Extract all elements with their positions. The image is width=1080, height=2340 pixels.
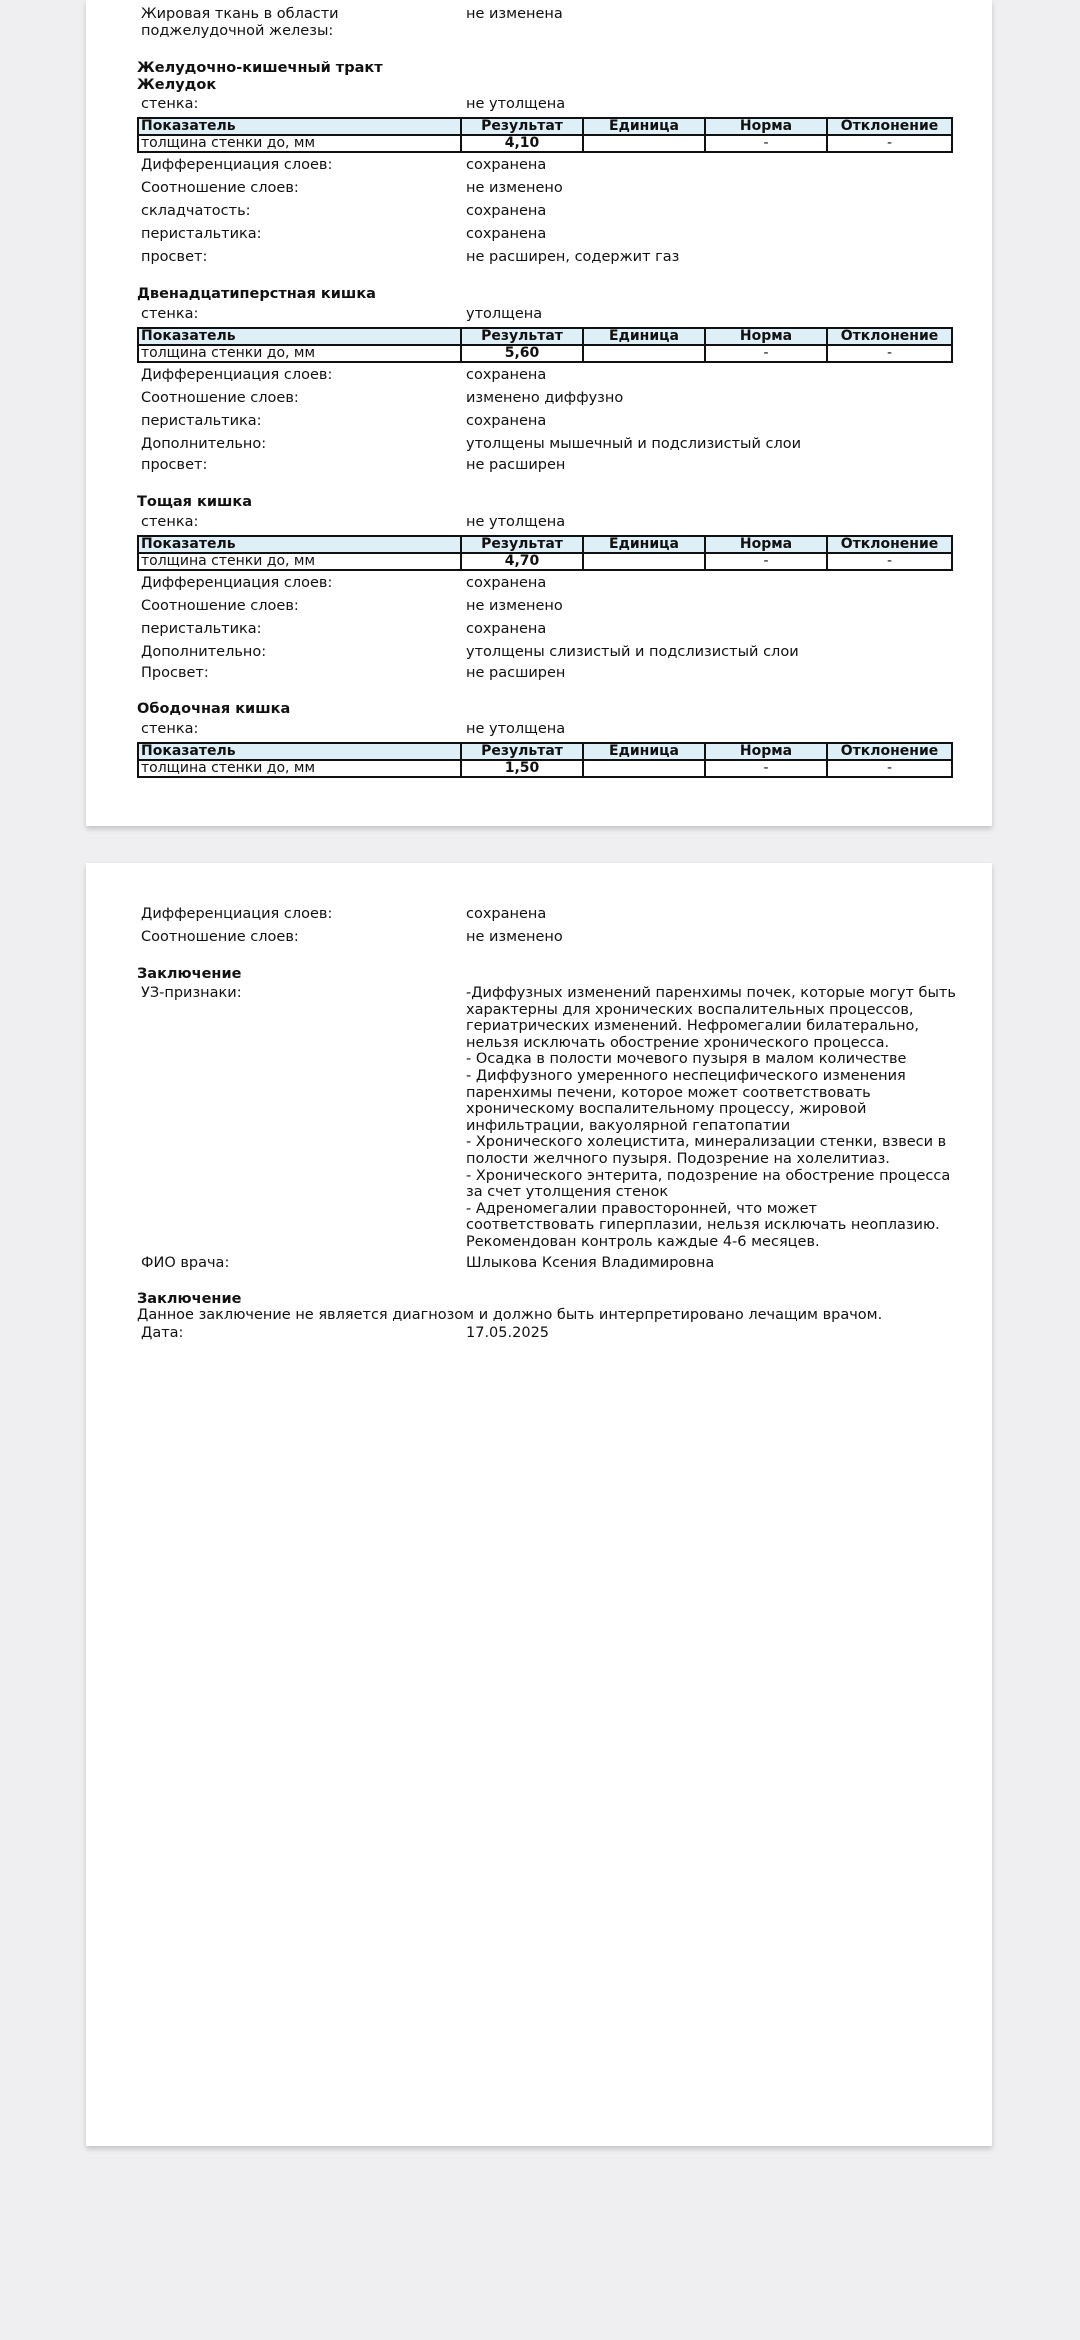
jejunum-ratio-value: не изменено	[466, 598, 563, 614]
duodenum-ratio-value: изменено диффузно	[466, 390, 624, 406]
date-label: Дата:	[141, 1325, 184, 1341]
header-norm: Норма	[705, 536, 827, 553]
table-row	[138, 135, 952, 152]
table-row	[138, 345, 952, 362]
stomach-wall-value: не утолщена	[466, 96, 566, 112]
stomach-wall-label: стенка:	[141, 96, 199, 112]
duodenum-title: Двенадцатиперстная кишка	[137, 286, 376, 302]
jejunum-peristalsis-value: сохранена	[466, 621, 547, 637]
duodenum-table	[137, 327, 953, 363]
jejunum-wall-label: стенка:	[141, 514, 199, 530]
cell-result: 1,50	[461, 760, 583, 777]
header-indicator: Показатель	[138, 743, 461, 760]
jejunum-extra-label: Дополнительно:	[141, 644, 267, 660]
header-unit: Единица	[583, 328, 705, 345]
doctor-label: ФИО врача:	[141, 1255, 230, 1271]
table-header-row	[138, 328, 952, 345]
us-line: - Диффузного умеренного неспецифического изменения	[466, 1067, 906, 1084]
header-unit: Единица	[583, 536, 705, 553]
date-value: 17.05.2025	[466, 1325, 550, 1341]
cell-unit	[583, 135, 705, 152]
cell-norm: -	[705, 553, 827, 570]
fat-tissue-value: не изменена	[466, 6, 563, 22]
jejunum-wall-value: не утолщена	[466, 514, 566, 530]
header-indicator: Показатель	[138, 118, 461, 135]
cell-indicator: толщина стенки до, мм	[138, 135, 461, 152]
table-row	[138, 553, 952, 570]
duodenum-extra-label: Дополнительно:	[141, 436, 267, 452]
jejunum-diff-value: сохранена	[466, 575, 547, 591]
us-line: - Осадка в полости мочевого пузыря в малом количестве	[466, 1051, 907, 1068]
table-row	[138, 760, 952, 777]
jejunum-ratio-label: Соотношение слоев:	[141, 598, 299, 614]
colon-wall-value: не утолщена	[466, 721, 566, 737]
conclusion2-title: Заключение	[137, 1291, 242, 1307]
cell-unit	[583, 553, 705, 570]
colon-wall-label: стенка:	[141, 721, 199, 737]
cell-indicator: толщина стенки до, мм	[138, 345, 461, 362]
jejunum-lumen-label: Просвет:	[141, 665, 209, 681]
stomach-folds-label: складчатость:	[141, 203, 251, 219]
us-signs-text	[466, 985, 956, 1251]
duodenum-diff-value: сохранена	[466, 367, 547, 383]
header-indicator: Показатель	[138, 328, 461, 345]
conclusion-title: Заключение	[137, 966, 242, 982]
gi-tract-title: Желудочно-кишечный тракт	[137, 60, 383, 76]
jejunum-extra-value: утолщены слизистый и подслизистый слои	[466, 644, 799, 660]
stomach-table	[137, 117, 953, 153]
header-deviation: Отклонение	[827, 743, 952, 760]
header-result: Результат	[461, 536, 583, 553]
jejunum-lumen-value: не расширен	[466, 665, 566, 681]
cell-deviation: -	[827, 553, 952, 570]
cell-result: 4,70	[461, 553, 583, 570]
jejunum-table	[137, 535, 953, 571]
cell-norm: -	[705, 760, 827, 777]
stomach-diff-label: Дифференциация слоев:	[141, 157, 333, 173]
duodenum-wall-label: стенка:	[141, 306, 199, 322]
report-page-2	[86, 863, 992, 2146]
cell-norm: -	[705, 135, 827, 152]
duodenum-wall-value: утолщена	[466, 306, 543, 322]
us-line: характерны для хронических воспалительных процессов,	[466, 1001, 914, 1018]
header-result: Результат	[461, 118, 583, 135]
us-line: полости желчного пузыря. Подозрение на холелитиаз.	[466, 1150, 890, 1167]
table-header-row	[138, 118, 952, 135]
us-line: гериатрических изменений. Нефромегалии билатерально,	[466, 1018, 920, 1035]
cell-deviation: -	[827, 345, 952, 362]
cell-indicator: толщина стенки до, мм	[138, 553, 461, 570]
stomach-ratio-value: не изменено	[466, 180, 563, 196]
us-line: соответствовать гиперплазии, нельзя исключать неоплазию.	[466, 1217, 940, 1234]
header-indicator: Показатель	[138, 536, 461, 553]
duodenum-ratio-label: Соотношение слоев:	[141, 390, 299, 406]
duodenum-peristalsis-label: перистальтика:	[141, 413, 262, 429]
duodenum-lumen-value: не расширен	[466, 457, 566, 473]
header-norm: Норма	[705, 118, 827, 135]
stomach-lumen-value: не расширен, содержит газ	[466, 249, 680, 265]
header-unit: Единица	[583, 743, 705, 760]
cell-result: 5,60	[461, 345, 583, 362]
cell-result: 4,10	[461, 135, 583, 152]
cell-norm: -	[705, 345, 827, 362]
us-line: - Адреномегалии правосторонней, что может	[466, 1200, 817, 1217]
header-deviation: Отклонение	[827, 536, 952, 553]
stomach-title: Желудок	[137, 77, 217, 93]
cell-deviation: -	[827, 135, 952, 152]
jejunum-diff-label: Дифференциация слоев:	[141, 575, 333, 591]
header-unit: Единица	[583, 118, 705, 135]
cell-unit	[583, 760, 705, 777]
jejunum-title: Тощая кишка	[137, 494, 253, 510]
us-line: Рекомендован контроль каждые 4-6 месяцев.	[466, 1233, 820, 1250]
duodenum-peristalsis-value: сохранена	[466, 413, 547, 429]
stomach-lumen-label: просвет:	[141, 249, 208, 265]
cell-indicator: толщина стенки до, мм	[138, 760, 461, 777]
us-line: за счет утолщения стенок	[466, 1184, 669, 1201]
duodenum-diff-label: Дифференциация слоев:	[141, 367, 333, 383]
us-line: - Хронического энтерита, подозрение на обострение процесса	[466, 1167, 951, 1184]
colon-diff-label: Дифференциация слоев:	[141, 906, 333, 922]
table-header-row	[138, 743, 952, 760]
duodenum-extra-value: утолщены мышечный и подслизистый слои	[466, 436, 802, 452]
us-line: нельзя исключать обострение хронического процесса.	[466, 1034, 890, 1051]
cell-deviation: -	[827, 760, 952, 777]
header-norm: Норма	[705, 328, 827, 345]
jejunum-peristalsis-label: перистальтика:	[141, 621, 262, 637]
header-result: Результат	[461, 743, 583, 760]
header-result: Результат	[461, 328, 583, 345]
doctor-name: Шлыкова Ксения Владимировна	[466, 1255, 715, 1271]
disclaimer-text: Данное заключение не является диагнозом и должно быть интерпретировано лечащим врачом.	[137, 1307, 883, 1323]
fat-tissue-label: Жировая ткань в области поджелудочной железы:	[141, 6, 339, 39]
us-line: паренхимы печени, которое может соответствовать	[466, 1084, 871, 1101]
us-line: - Хронического холецистита, минерализации стенки, взвеси в	[466, 1134, 947, 1151]
us-line: -Диффузных изменений паренхимы почек, которые могут быть	[466, 985, 956, 1001]
colon-title: Ободочная кишка	[137, 701, 291, 717]
colon-ratio-label: Соотношение слоев:	[141, 929, 299, 945]
header-deviation: Отклонение	[827, 118, 952, 135]
stomach-peristalsis-label: перистальтика:	[141, 226, 262, 242]
colon-diff-value: сохранена	[466, 906, 547, 922]
colon-ratio-value: не изменено	[466, 929, 563, 945]
header-norm: Норма	[705, 743, 827, 760]
stomach-peristalsis-value: сохранена	[466, 226, 547, 242]
us-line: инфильтрации, вакуолярной гепатопатии	[466, 1117, 791, 1134]
report-page-1	[86, 0, 992, 826]
header-deviation: Отклонение	[827, 328, 952, 345]
duodenum-lumen-label: просвет:	[141, 457, 208, 473]
colon-table	[137, 742, 953, 778]
table-header-row	[138, 536, 952, 553]
stomach-diff-value: сохранена	[466, 157, 547, 173]
stomach-folds-value: сохранена	[466, 203, 547, 219]
stomach-ratio-label: Соотношение слоев:	[141, 180, 299, 196]
us-signs-label: УЗ-признаки:	[141, 985, 242, 1001]
us-line: хроническому воспалительному процессу, жировой	[466, 1101, 867, 1118]
cell-unit	[583, 345, 705, 362]
